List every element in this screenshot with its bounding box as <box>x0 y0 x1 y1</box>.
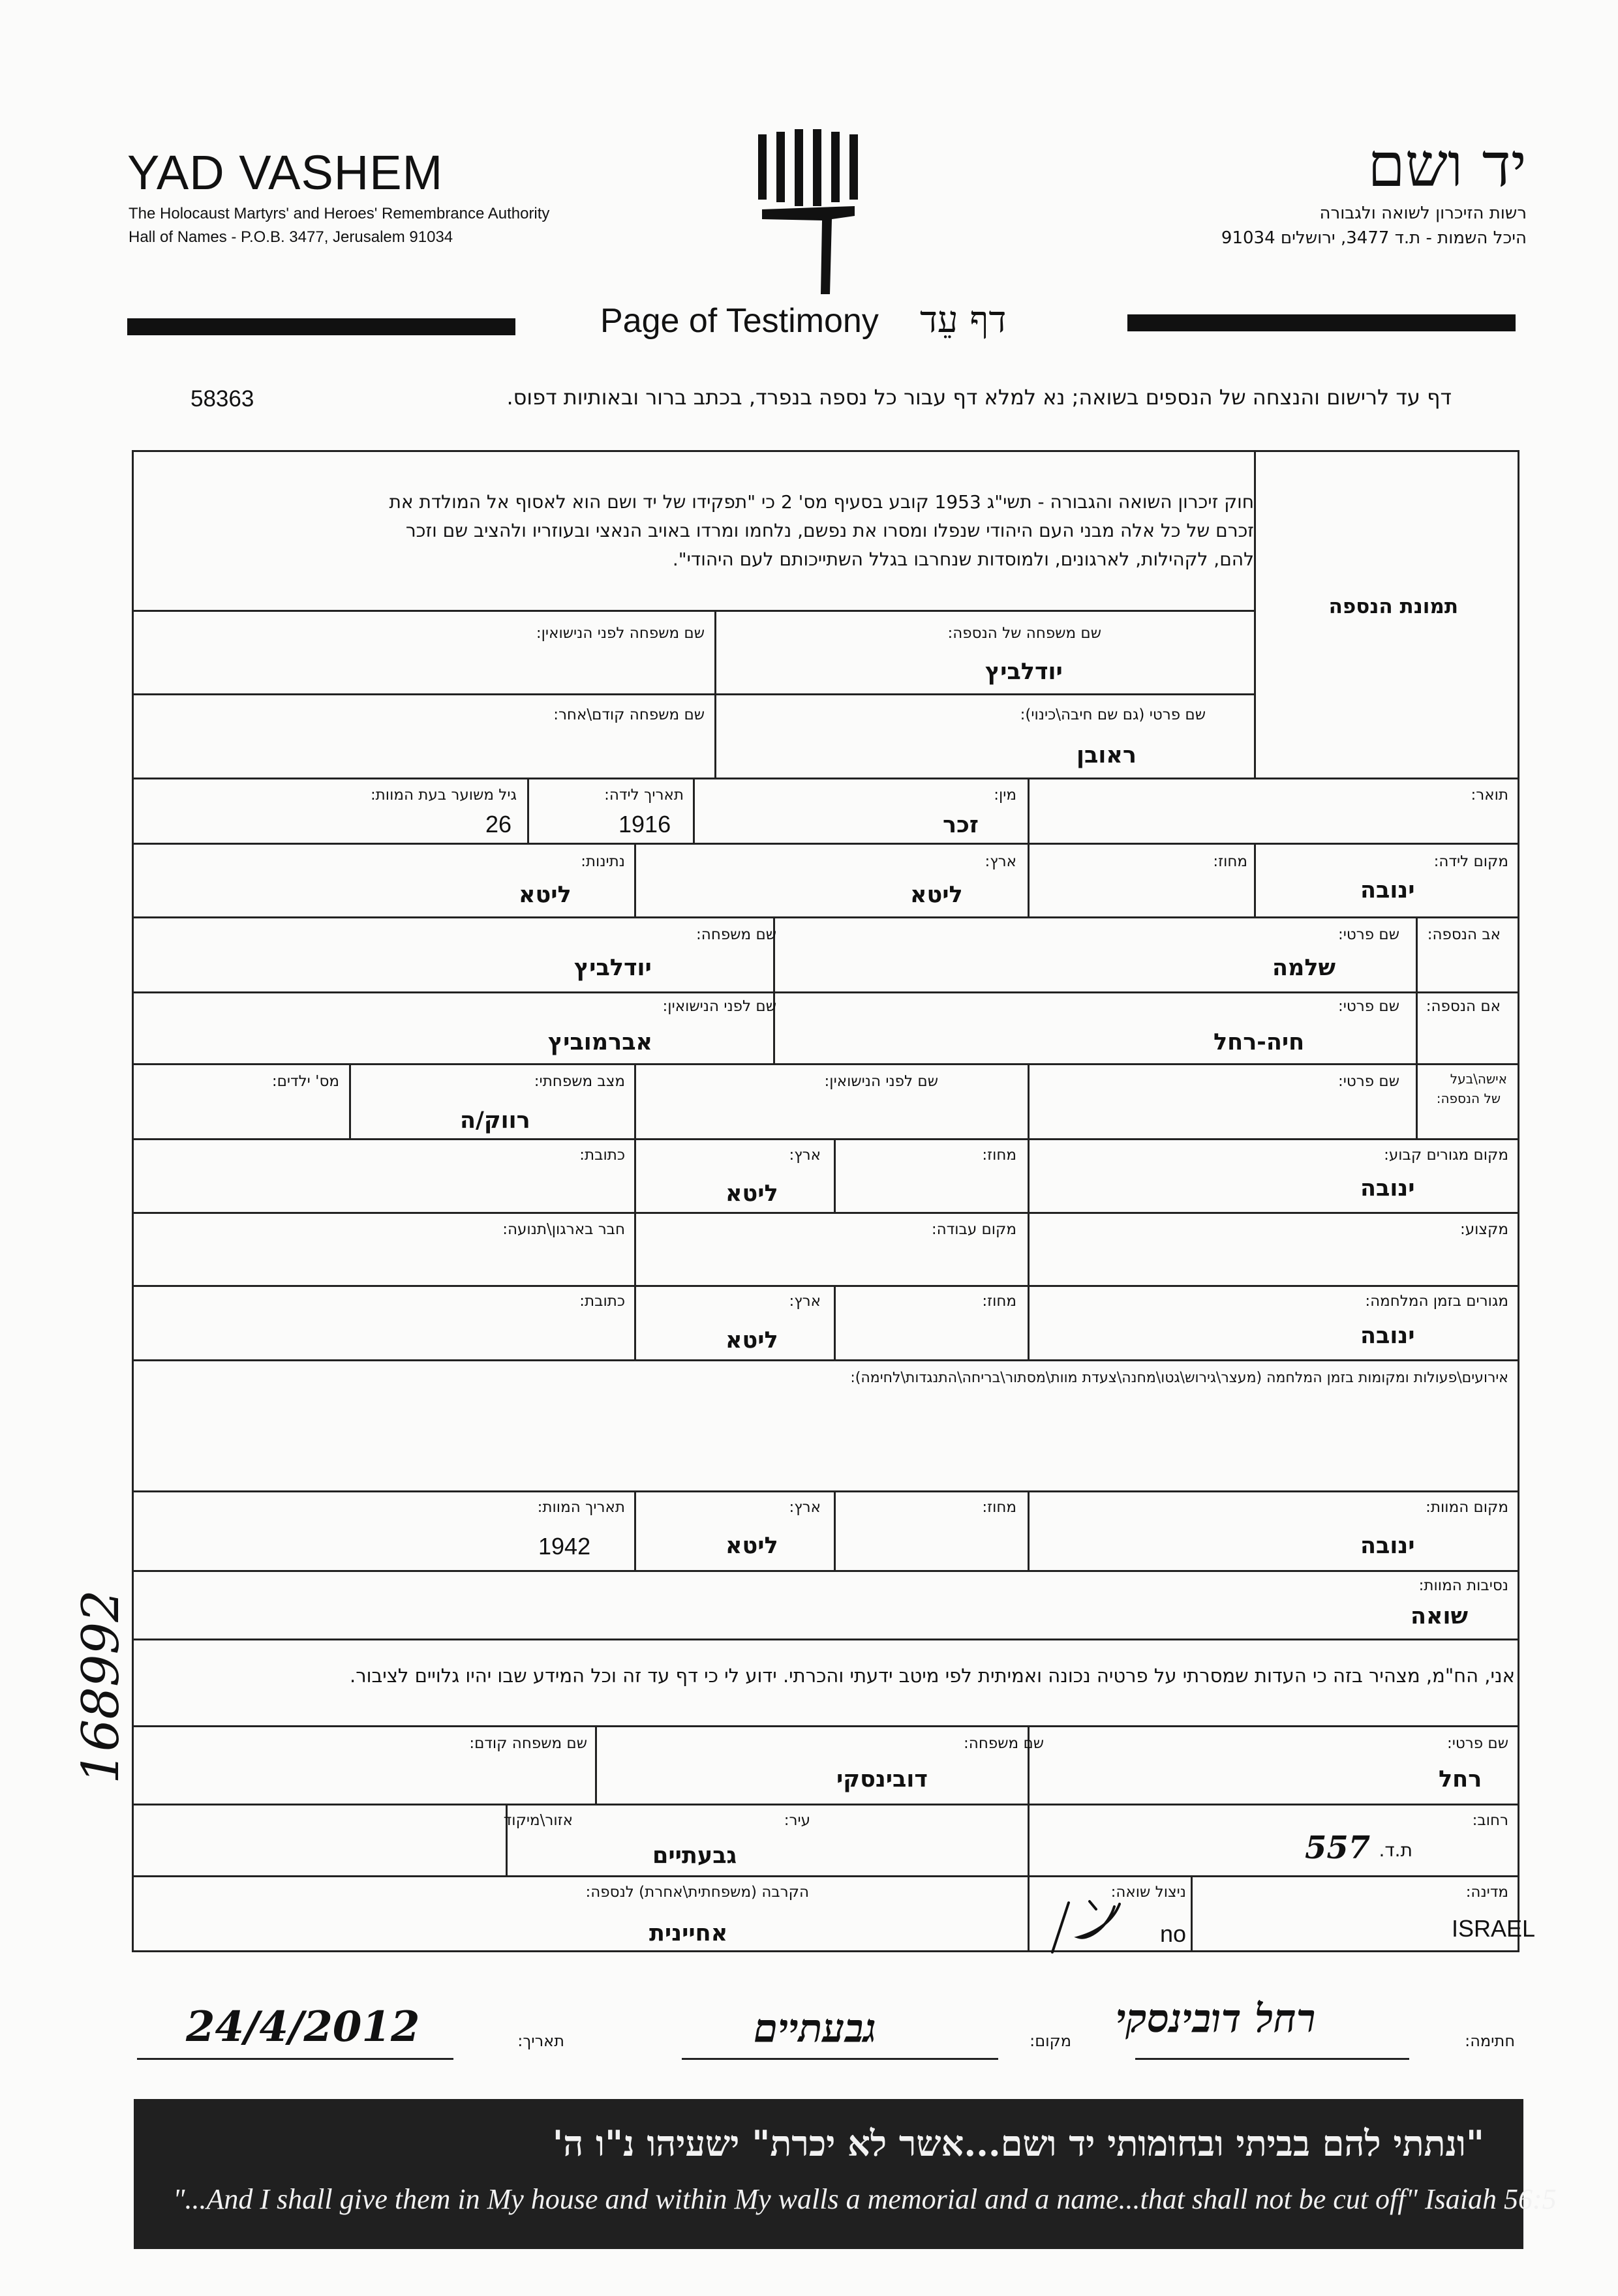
yad-vashem-logo-icon <box>757 128 868 297</box>
birth-country-label: ארץ: <box>985 853 1016 870</box>
spouse-first-label: שם פרטי: <box>1337 1073 1399 1090</box>
relation-label: הקרבה (משפחתית\אחרת) לנספה: <box>585 1884 809 1901</box>
photo-box[interactable] <box>1258 642 1516 776</box>
victim-surname-label: שם משפחה של הנספה: <box>947 625 1101 642</box>
father-first-value[interactable]: שלמה <box>1272 955 1336 981</box>
header-bar-left <box>127 318 515 335</box>
margin-record-number: 168992 <box>72 1590 130 1784</box>
victim-prev-surname-label: שם משפחה קודם\אחר: <box>553 706 705 723</box>
organization-member-label: חבר בארגון\תנועה: <box>502 1221 625 1238</box>
wartime-residence-label: מגורים בזמן המלחמה: <box>1365 1293 1508 1310</box>
gender-label: מין: <box>994 787 1016 804</box>
birthplace-value[interactable]: ינובה <box>1360 877 1415 903</box>
submitter-surname-value[interactable]: דובינסקי <box>836 1766 928 1792</box>
residence-label: מקום מגורים קבוע: <box>1384 1147 1508 1164</box>
survivor-checkmark-icon <box>1049 1895 1134 1957</box>
mother-first-label: שם פרטי: <box>1337 998 1399 1015</box>
city-label: עיר: <box>784 1812 810 1829</box>
father-row-label: אב הנספה: <box>1427 926 1501 943</box>
place-line <box>682 2058 998 2060</box>
survivor-label: ניצול שואה: <box>1110 1884 1186 1901</box>
workplace-label: מקום עבודה: <box>931 1221 1016 1238</box>
occupation-label: מקצוע: <box>1460 1221 1508 1238</box>
date-value[interactable]: 24/4/2012 <box>186 2002 420 2051</box>
mother-first-value[interactable]: חיה-רחל <box>1214 1029 1305 1055</box>
birth-district-label: מחוז: <box>1213 853 1247 870</box>
death-date-label: תאריך המוות: <box>537 1499 625 1516</box>
relation-value[interactable]: אחיינית <box>649 1920 728 1946</box>
survivor-value[interactable]: no <box>1160 1920 1187 1947</box>
yad-vashem-authority-he: רשות הזיכרון לשואה ולגבורה <box>1319 204 1527 223</box>
father-surname-label: שם משפחה: <box>696 926 776 943</box>
signature-value[interactable]: רחל דובינסקי <box>1116 1996 1316 2042</box>
declaration-text: אני, הח"מ, מצהיר בזה כי העדות שמסרתי על פרטיה נכונה ואמיתית לפי מיטב ידעתי והכרתי. ידוע לי כי דף עד זה וכל המידע שבו יהיו גלויים לציבור. <box>349 1665 1515 1687</box>
submitter-first-value[interactable]: רחל <box>1439 1766 1482 1792</box>
submitter-country-value[interactable]: ISRAEL <box>1452 1915 1536 1942</box>
yad-vashem-title-en: YAD VASHEM <box>127 145 444 200</box>
father-first-label: שם פרטי: <box>1337 926 1399 943</box>
birth-country-value[interactable]: ליטא <box>910 882 963 908</box>
spouse-row-label-1: אישה\בעל <box>1450 1071 1507 1087</box>
age-value[interactable]: 26 <box>485 811 512 838</box>
mother-maiden-value[interactable]: אברמוביץ <box>548 1029 653 1055</box>
page-title-he: דף עֵד <box>920 299 1007 341</box>
place-value[interactable]: גבעתיים <box>754 2006 877 2051</box>
marital-status-value[interactable]: רווק/ה <box>460 1108 530 1134</box>
death-country-label: ארץ: <box>789 1499 821 1516</box>
date-label: תאריך: <box>517 2032 564 2050</box>
residence-value[interactable]: ינובה <box>1360 1175 1415 1201</box>
death-circumstances-label: נסיבות המוות: <box>1418 1577 1508 1594</box>
submitter-surname-label: שם משפחה: <box>964 1735 1044 1752</box>
photo-label: תמונת הנספה <box>1328 595 1458 618</box>
spouse-maiden-label: שם לפני הנישואין: <box>824 1073 938 1090</box>
yad-vashem-authority-en: The Holocaust Martyrs' and Heroes' Remembrance Authority <box>129 205 550 222</box>
submitter-first-label: שם פרטי: <box>1446 1735 1508 1752</box>
victim-first-value[interactable]: ראובן <box>1076 742 1137 768</box>
mother-maiden-label: שם לפני הנישואין: <box>662 998 776 1015</box>
residence-country-value[interactable]: ליטא <box>725 1181 778 1207</box>
header-bar-right <box>1127 314 1516 331</box>
marital-status-label: מצב משפחתי: <box>534 1073 625 1090</box>
age-label: גיל משוער בעת המוות: <box>370 787 517 804</box>
children-count-label: מס' ילדים: <box>271 1073 339 1090</box>
wartime-country-value[interactable]: ליטא <box>725 1327 778 1353</box>
footer-quote-en: "...And I shall give them in My house and within My walls a memorial and a name...that shall not be cut off" Isaiah 56:5 <box>173 2183 1557 2215</box>
title-label: תואר: <box>1471 787 1508 804</box>
wartime-country-label: ארץ: <box>789 1293 821 1310</box>
mother-row-label: אם הנספה: <box>1426 998 1501 1015</box>
residence-address-label: כתובת: <box>579 1147 625 1164</box>
submitter-prev-surname-label: שם משפחה קודם: <box>469 1735 587 1752</box>
residence-country-label: ארץ: <box>789 1147 821 1164</box>
footer-quote-band <box>134 2099 1557 2249</box>
footer-quote-he: "ונתתי להם בביתי ובחומותי יד ושם...אשר לא יכרת" ישעיהו נ"ו ה' <box>552 2122 1484 2164</box>
area-code-label: אזור\מיקוד <box>503 1812 573 1829</box>
death-district-label: מחוז: <box>982 1499 1016 1516</box>
signature-label: חתימה: <box>1465 2032 1515 2050</box>
victim-maiden-label: שם משפחה לפני הנישואין: <box>536 625 705 642</box>
date-line <box>137 2058 453 2060</box>
birthplace-label: מקום לידה: <box>1433 853 1508 870</box>
pobox-value[interactable]: 557 <box>1305 1830 1371 1866</box>
pobox-label: ת.ד. <box>1379 1839 1412 1861</box>
wartime-address-label: כתובת: <box>579 1293 625 1310</box>
document-number: 58363 <box>191 386 254 412</box>
submitter-country-label: מדינה: <box>1465 1884 1508 1901</box>
yad-vashem-title-he: יד ושם <box>1367 130 1527 200</box>
nationality-value[interactable]: ליטא <box>519 882 572 908</box>
street-label: רחוב: <box>1472 1812 1508 1829</box>
death-circumstances-value[interactable]: שואה <box>1411 1603 1469 1629</box>
page-title-en: Page of Testimony <box>600 302 879 340</box>
death-place-label: מקום המוות: <box>1426 1499 1508 1516</box>
victim-surname-value[interactable]: יודלביץ <box>985 659 1063 685</box>
wartime-residence-value[interactable]: ינובה <box>1360 1323 1415 1349</box>
law-text: חוק זיכרון השואה והגבורה - תשי"ג 1953 קובע בסעיף מס' 2 כי "תפקידו של יד ושם הוא לאסוף אל המולדת את זכרם של כל אלה מבני העם היהודי שנפלו ומסרו את נפשם, נלחמו ומרדו באויב הנאצי ובעוזריו ולהציב שם וזכר להם, לקהילות, לארגונים, ולמוסדות שנחרבו בגלל השתייכותם לעם היהודי". <box>389 491 1254 570</box>
wartime-district-label: מחוז: <box>982 1293 1016 1310</box>
instruction-text: דף עד לרישום והנצחה של הנספים בשואה; נא למלא דף עבור כל נספה בנפרד, בכתב ברור ובאותיות דפוס. <box>506 385 1452 410</box>
father-surname-value[interactable]: יודלביץ <box>574 955 652 981</box>
gender-value[interactable]: זכר <box>943 812 979 838</box>
death-place-value[interactable]: ינובה <box>1360 1533 1415 1559</box>
yad-vashem-address-en: Hall of Names - P.O.B. 3477, Jerusalem 91034 <box>129 228 453 246</box>
nationality-label: נתינות: <box>581 853 625 870</box>
death-country-value[interactable]: ליטא <box>725 1533 778 1559</box>
spouse-row-label-2: של הנספה: <box>1436 1091 1501 1106</box>
wartime-events-label: אירועים\פעולות ומקומות בזמן המלחמה (מעצר\גירוש\גטו\מחנה\צעדת מוות\מסתור\בריחה\התנגדות\לחימה): <box>850 1370 1508 1386</box>
place-label: מקום: <box>1030 2032 1071 2050</box>
wartime-events-field[interactable] <box>134 1396 1516 1487</box>
city-value[interactable]: גבעתיים <box>652 1843 737 1869</box>
victim-first-label: שם פרטי (גם שם חיבה\כינוי): <box>1020 706 1206 723</box>
birth-date-value[interactable]: 1916 <box>618 811 671 838</box>
birth-date-label: תאריך לידה: <box>604 787 684 804</box>
death-date-value[interactable]: 1942 <box>538 1533 591 1560</box>
residence-district-label: מחוז: <box>982 1147 1016 1164</box>
yad-vashem-address-he: היכל השמות - ת.ד 3477, ירושלים 91034 <box>1221 228 1527 248</box>
signature-line <box>1135 2058 1409 2060</box>
